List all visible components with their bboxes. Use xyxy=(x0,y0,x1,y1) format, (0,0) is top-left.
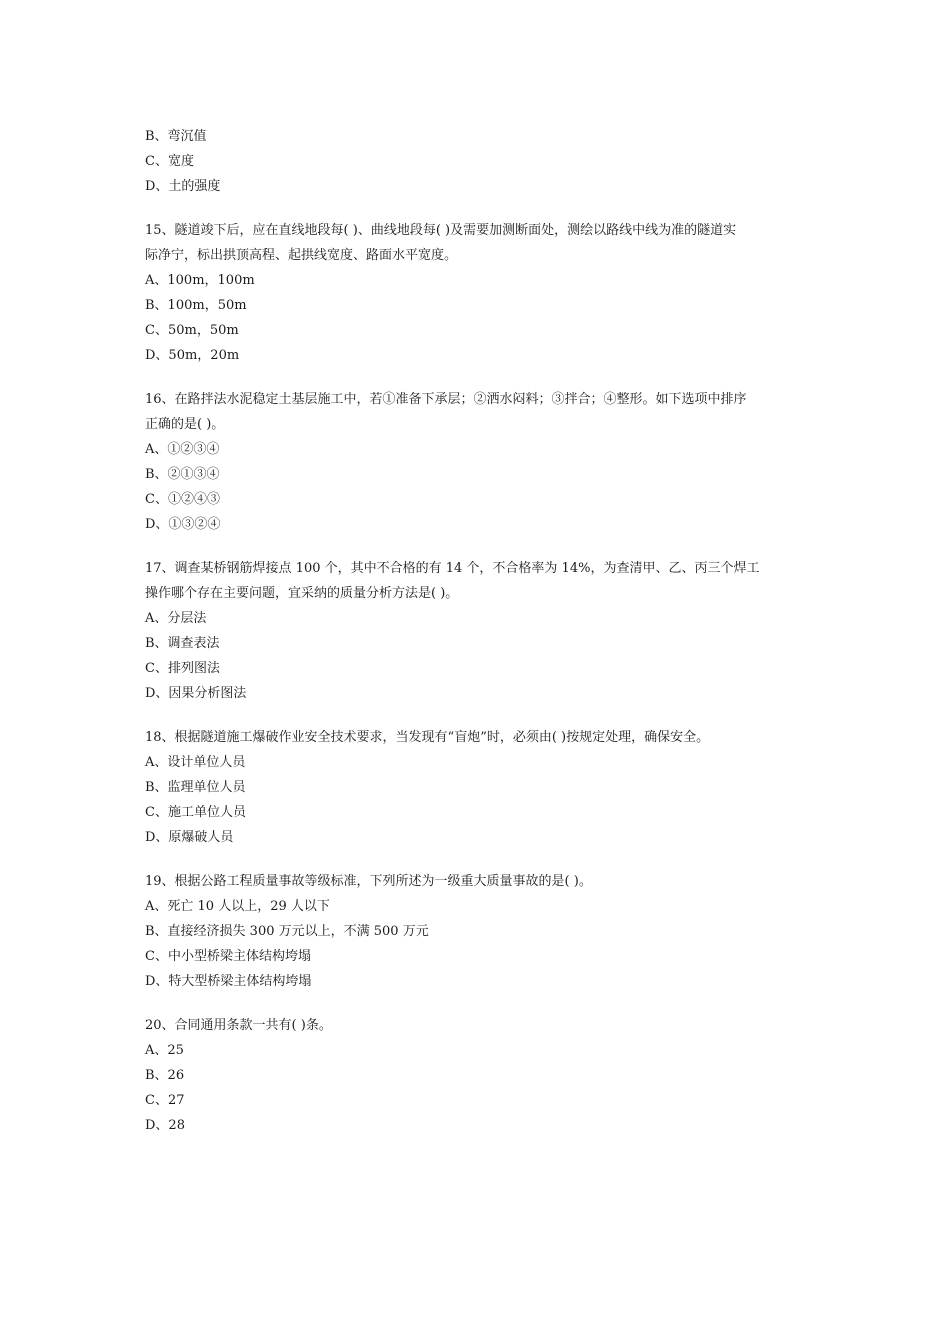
question-stem: 20、合同通用条款一共有( )条。 xyxy=(145,1018,332,1033)
question-stem: 18、根据隧道施工爆破作业安全技术要求，当发现有“盲炮”时，必须由( )按规定处理，确保安全。 xyxy=(145,730,710,745)
option-b: B、②①③④ xyxy=(145,467,220,482)
question-19 xyxy=(145,869,810,994)
option-b: B、调查表法 xyxy=(145,636,220,651)
option-a: A、死亡 10 人以上，29 人以下 xyxy=(145,899,330,914)
question-stem: 16、在路拌法水泥稳定土基层施工中，若①准备下承层；②洒水闷料；③拌合；④整形。如下选项中排序 xyxy=(145,392,747,407)
option-a: A、分层法 xyxy=(145,611,207,626)
option-d: D、特大型桥梁主体结构垮塌 xyxy=(145,974,312,989)
continued-options xyxy=(145,124,810,199)
option-c: C、①②④③ xyxy=(145,492,220,507)
option-a: A、①②③④ xyxy=(145,442,220,457)
question-stem: 正确的是( )。 xyxy=(145,417,225,432)
option-b: B、26 xyxy=(145,1068,185,1083)
option-d: D、土的强度 xyxy=(145,179,221,194)
question-stem: 际净宁，标出拱顶高程、起拱线宽度、路面水平宽度。 xyxy=(145,248,458,263)
question-stem: 19、根据公路工程质量事故等级标准，下列所述为一级重大质量事故的是( )。 xyxy=(145,874,592,889)
question-20 xyxy=(145,1013,810,1138)
question-stem: 15、隧道竣下后，应在直线地段每( )、曲线地段每( )及需要加测断面处，测绘以路线中线为准的隧道实 xyxy=(145,223,737,238)
option-d: D、50m，20m xyxy=(145,348,240,363)
option-a: A、设计单位人员 xyxy=(145,755,246,770)
option-b: B、直接经济损失 300 万元以上，不满 500 万元 xyxy=(145,924,429,939)
option-c: C、宽度 xyxy=(145,154,194,169)
option-d: D、原爆破人员 xyxy=(145,830,234,845)
option-c: C、50m，50m xyxy=(145,323,239,338)
question-18 xyxy=(145,725,810,850)
option-b: B、监理单位人员 xyxy=(145,780,246,795)
option-b: B、100m，50m xyxy=(145,298,247,313)
option-d: D、因果分析图法 xyxy=(145,686,247,701)
question-stem: 操作哪个存在主要问题，宜采纳的质量分析方法是( )。 xyxy=(145,586,459,601)
option-c: C、中小型桥梁主体结构垮塌 xyxy=(145,949,311,964)
question-15 xyxy=(145,218,810,368)
option-d: D、①③②④ xyxy=(145,517,221,532)
option-d: D、28 xyxy=(145,1118,185,1133)
option-c: C、排列图法 xyxy=(145,661,220,676)
question-17 xyxy=(145,556,810,706)
question-16 xyxy=(145,387,810,537)
document-page xyxy=(145,124,810,1138)
question-stem: 17、调查某桥钢筋焊接点 100 个，其中不合格的有 14 个，不合格率为 14%，为查清甲、乙、丙三个焊工 xyxy=(145,561,760,576)
option-a: A、25 xyxy=(145,1043,184,1058)
option-c: C、27 xyxy=(145,1093,185,1108)
option-b: B、弯沉值 xyxy=(145,129,207,144)
option-a: A、100m，100m xyxy=(145,273,255,288)
option-c: C、施工单位人员 xyxy=(145,805,246,820)
